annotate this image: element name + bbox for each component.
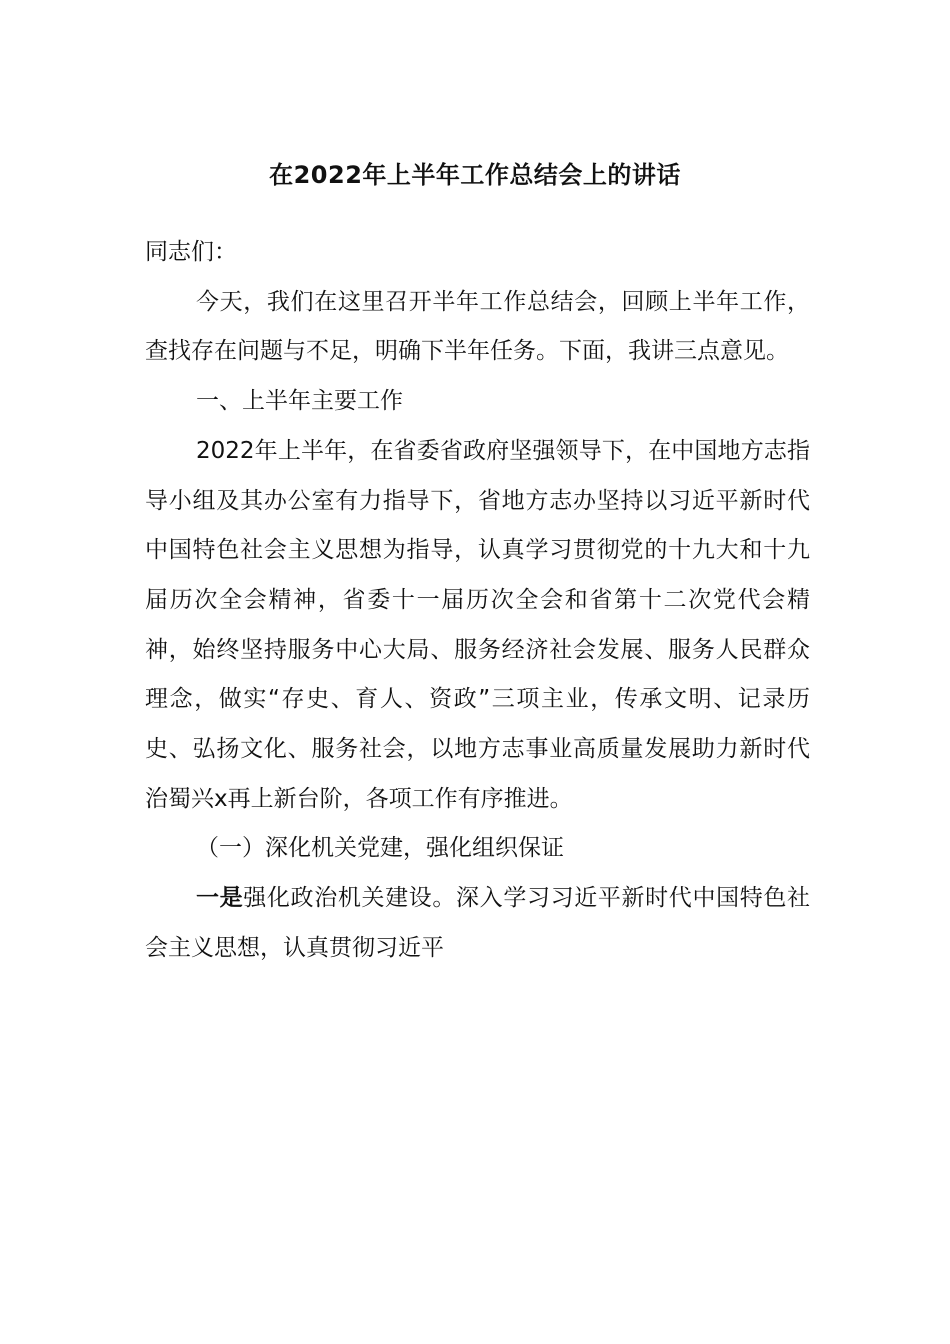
- paragraph-intro: 今天，我们在这里召开半年工作总结会，回顾上半年工作，查找存在问题与不足，明确下半年任务。下面，我讲三点意见。: [145, 288, 810, 365]
- point-lead: 一是: [196, 885, 244, 912]
- document-title: 在2022年上半年工作总结会上的讲话: [269, 161, 681, 189]
- section-heading-1: 一、上半年主要工作: [196, 388, 403, 415]
- paragraph-section-1: 2022年上半年，在省委省政府坚强领导下，在中国地方志指导小组及其办公室有力指导下，省地方志办坚持以习近平新时代中国特色社会主义思想为指导，认真学习贯彻党的十九大和十九届历次全会精神，省委十一届历次全会和省第十二次党代会精神，始终坚持服务中心大局、服务经济社会发展、服务人民群众理念，做实“存史、育人、资政”三项主业，传承文明、记录历史、弘扬文化、服务社会，以地方志事业高质量发展助力新时代治蜀兴x再上新台阶，各项工作有序推进。: [145, 437, 810, 812]
- point-body: 强化政治机关建设。深入学习习近平新时代中国特色社会主义思想，认真贯彻习近平: [145, 885, 811, 961]
- subsection-heading-1: （一）深化机关党建，强化组织保证: [196, 835, 564, 862]
- document-body: [145, 228, 810, 974]
- salutation: 同志们：: [145, 239, 237, 265]
- paragraph-point-1: [145, 874, 810, 973]
